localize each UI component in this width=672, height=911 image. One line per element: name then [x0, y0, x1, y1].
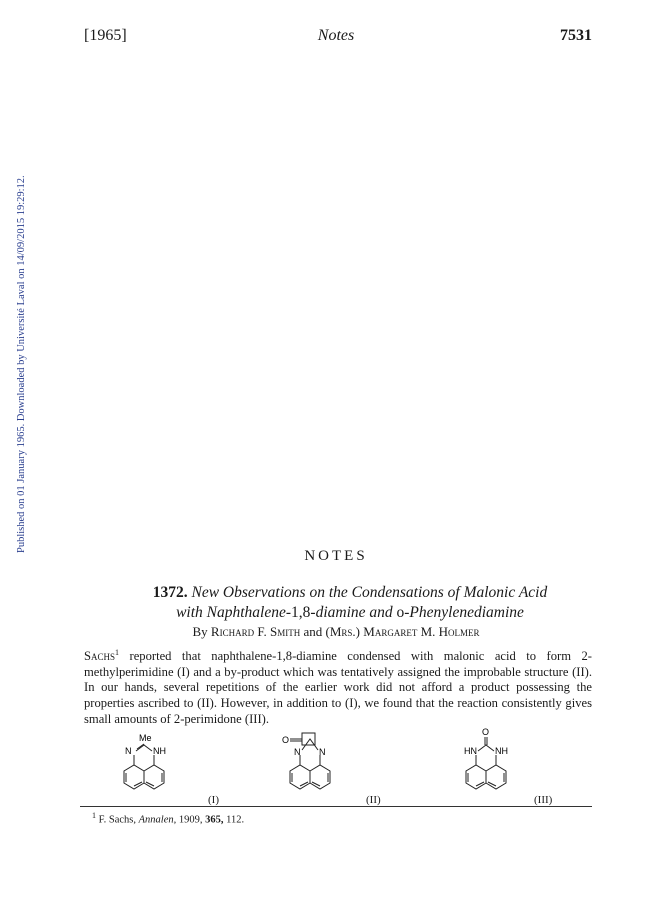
reference-mark[interactable]: 1 — [115, 648, 120, 657]
section-title: NOTES — [304, 548, 368, 564]
lead-author-name: Sachs — [84, 649, 116, 664]
structure-I-n-left: N — [125, 746, 132, 756]
structure-I-n-right: NH — [153, 746, 166, 756]
structure-II-label: (II) — [366, 794, 381, 806]
body-text: reported that naphthalene-1,8-diamine condensed with malonic acid to form 2-methylperimidine (I) and a by-product which was tentatively assigned the improbable structure (II). In our hands, several repetitions of the earlier work did not afford a product possessing the properties ascribed to (II). However, in addition to (I), we found that the reaction consistently gives small amounts of 2-perimidone (III). — [84, 649, 592, 726]
header-year: [1965] — [84, 27, 127, 44]
title-line-2: with Naphthalene-1,8-diamine and o-Phenylenediamine — [176, 604, 524, 621]
structure-III-label: (III) — [534, 794, 553, 806]
download-watermark[interactable]: Published on 01 January 1965. Downloaded by Université Laval on 14/09/2015 19:29:12. — [16, 175, 27, 553]
article-number: 1372. — [152, 584, 188, 601]
footnote: $^1$ F. Sachs, Annalen, 1909, 365, 112. — [92, 811, 245, 826]
body-paragraph — [84, 645, 592, 727]
header-page-number: 7531 — [560, 27, 592, 44]
structure-II-sub: O — [282, 735, 290, 745]
chemical-structures — [84, 728, 592, 808]
structure-II-n-left: N — [294, 747, 301, 757]
structure-I-label: (I) — [208, 794, 219, 806]
title-line-1: New Observations on the Condensations of Malonic Acid — [191, 584, 548, 601]
structure-II-drawing — [270, 725, 350, 808]
structure-III-n-left: HN — [464, 746, 477, 756]
author-2: (Mrs.) Margaret M. Holmer — [325, 624, 480, 639]
structure-III-sub: O — [482, 727, 490, 737]
author-1: Richard F. Smith — [210, 624, 301, 639]
structure-III-drawing — [450, 724, 524, 808]
structure-III-n-right: NH — [495, 746, 508, 756]
header-section: Notes — [317, 27, 355, 44]
structure-II-n-right: N — [319, 747, 326, 757]
structure-I-drawing — [120, 728, 190, 808]
footnote-divider — [80, 806, 592, 807]
authors: By Richard F. Smith and (Mrs.) Margaret M. Holmer — [192, 624, 480, 639]
structure-I-sub: Me — [139, 733, 152, 743]
article-title — [120, 583, 580, 623]
